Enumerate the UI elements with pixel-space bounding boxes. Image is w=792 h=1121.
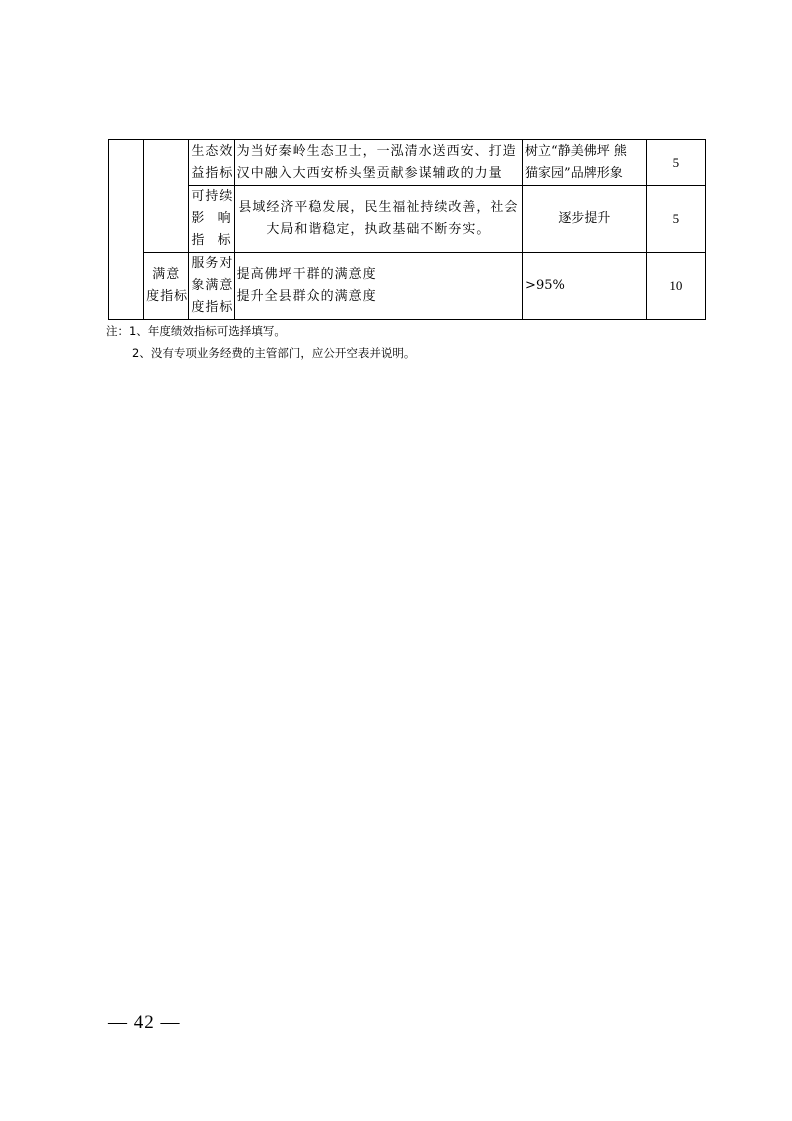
- level2-text: 度指标: [146, 289, 189, 304]
- indicator-content-text: 县域经济平稳发展，民生福祉持续改善，社会: [238, 200, 519, 215]
- indicator-content-cell: [234, 140, 522, 186]
- indicator-content-text: 大局和谐稳定，执政基础不断夯实。: [266, 222, 491, 237]
- performance-indicator-table: [108, 139, 706, 320]
- level3-text: 益指标: [191, 165, 234, 181]
- level3-text: 可持续: [191, 189, 234, 204]
- level3-cell: [189, 140, 234, 186]
- indicator-value-cell: [523, 186, 647, 253]
- indicator-value-text: 逐步提升: [558, 211, 611, 226]
- level3-cell: [189, 253, 234, 320]
- level3-text: 象满意: [191, 278, 234, 293]
- level1-cell: [109, 140, 144, 320]
- level2-cell: [144, 253, 189, 320]
- table-notes: [106, 320, 415, 364]
- indicator-value-cell: [523, 140, 647, 186]
- note-2: 2、没有专项业务经费的主管部门，应公开空表并说明。: [132, 346, 416, 360]
- table-row: [109, 253, 706, 320]
- table-row: [109, 140, 706, 186]
- indicator-content-text: 为当好秦岭生态卫士，一泓清水送西安、打造: [236, 143, 517, 159]
- performance-table-container: [108, 139, 706, 320]
- note-1: 注：1、年度绩效指标可选择填写。: [106, 324, 286, 338]
- level3-text: 生态效: [191, 143, 234, 159]
- level3-text: 服务对: [191, 256, 234, 271]
- indicator-content-text: 提升全县群众的满意度: [236, 289, 377, 304]
- indicator-value-text: 猫家园”品牌形象: [525, 165, 623, 181]
- indicator-value-text: >95%: [525, 278, 565, 293]
- level3-text: 度指标: [191, 300, 234, 315]
- level2-text: 满意: [152, 267, 181, 282]
- indicator-content-text: 汉中融入大西安桥头堡贡献参谋辅政的力量: [236, 165, 503, 181]
- level3-cell: [189, 186, 234, 253]
- indicator-content-cell: [234, 186, 522, 253]
- table-row: [109, 186, 706, 253]
- score-cell: 5: [646, 186, 705, 253]
- indicator-value-cell: [523, 253, 647, 320]
- indicator-value-text: 树立“静美佛坪 熊: [525, 143, 627, 159]
- indicator-content-cell: [234, 253, 522, 320]
- score-cell: 5: [646, 140, 705, 186]
- level3-text: 影 响: [191, 211, 232, 226]
- level2-cell: [144, 140, 189, 253]
- indicator-content-text: 提高佛坪干群的满意度: [236, 267, 377, 282]
- page-number: — 42 —: [108, 1012, 181, 1033]
- level3-text: 指标: [191, 233, 232, 248]
- score-cell: 10: [646, 253, 705, 320]
